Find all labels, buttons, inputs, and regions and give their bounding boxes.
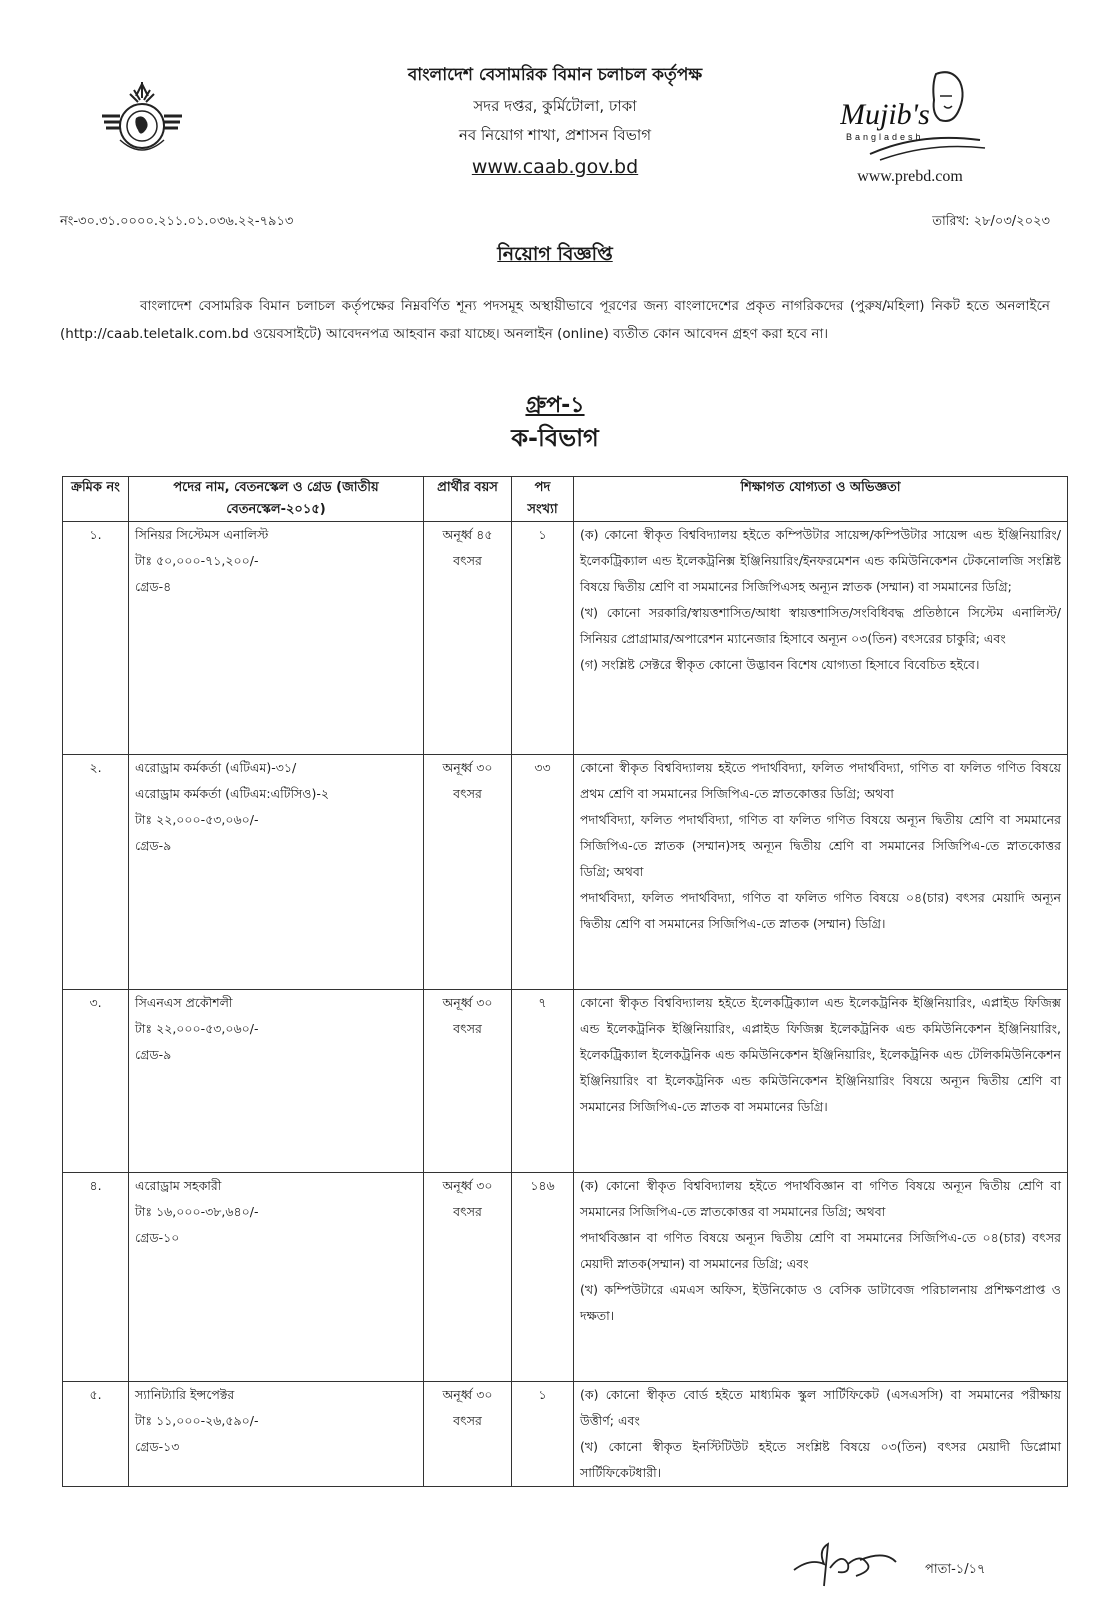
mujibs-logo-icon [840,62,990,167]
notice-date: তারিখ: ২৮/০৩/২০২৩ [932,214,1050,229]
row-serial: ৫. [63,1382,129,1487]
row-age: অনূর্ধ্ব ৩০ বৎসর [424,990,512,1173]
caab-emblem-logo [100,80,184,162]
row-post [129,755,424,990]
table-row [63,990,1068,1173]
qualification-item: (খ) কোনো স্বীকৃত ইনস্টিটিউট হইতে সংশ্লিষ্ট বিষয়ে ০৩(তিন) বৎসর মেয়াদী ডিপ্লোমা সার্টিফিকেটধারী। [580,1439,1061,1480]
row-count: ১ [512,1382,574,1487]
header-post: পদের নাম, বেতনস্কেল ও গ্রেড (জাতীয় বেতনস্কেল-২০১৫) [129,477,424,522]
row-serial: ২. [63,755,129,990]
row-qualification [574,1173,1068,1382]
row-post [129,1382,424,1487]
qualification-item: পদার্থবিদ্যা, ফলিত পদার্থবিদ্যা, গণিত বা ফলিত গণিত বিষয়ে অন্যূন দ্বিতীয় শ্রেণি বা সমমানের সিজিপিএ-তে স্নাতক (সম্মান)সহ অন্যূন দ্বিতীয় শ্রেণি বা সমমানের সিজিপিএ-তে স্নাতকোত্তর ডিগ্রি; অথবা [580,812,1061,879]
qualification-item: কোনো স্বীকৃত বিশ্ববিদ্যালয় হইতে পদার্থবিদ্যা, ফলিত পদার্থবিদ্যা, গণিত বা ফলিত গণিত বিষয়ে প্রথম শ্রেণি বা সমমানের সিজিপিএ-তে স্নাতকোত্তর ডিগ্রি; অথবা [580,760,1061,801]
memo-number: নং-৩০.৩১.০০০০.২১১.০১.০৩৬.২২-৭৯১৩ [60,214,294,229]
qualification-item: (গ) সংশ্লিষ্ট সেক্টরে স্বীকৃত কোনো উদ্ভাবন বিশেষ যোগ্যতা হিসাবে বিবেচিত হইবে। [580,657,980,672]
row-qualification [574,755,1068,990]
row-age: অনূর্ধ্ব ৩০ বৎসর [424,755,512,990]
section-title: ক-বিভাগ [511,424,599,452]
grade: গ্রেড-৪ [135,579,172,594]
row-qualification [574,1382,1068,1487]
qualification-item: (খ) কম্পিউটারে এমএস অফিস, ইউনিকোড ও বেসিক ডাটাবেজ পরিচালনায় প্রশিক্ষণপ্রাপ্ত ও দক্ষতা। [580,1282,1061,1323]
qualification-item: (খ) কোনো সরকারি/স্বায়ত্তশাসিত/আধা স্বায়ত্তশাসিত/সংবিধিবদ্ধ প্রতিষ্ঠানে সিস্টেম এনালিস্ট/সিনিয়র প্রোগ্রামার/অপারেশন ম্যানেজার হিসাবে অন্যূন ০৩(তিন) বৎসরের চাকুরি; এবং [580,605,1061,646]
department-line: নব নিয়োগ শাখা, প্রশাসন বিভাগ [458,126,652,144]
row-count: ১ [512,522,574,755]
pay-scale: টাঃ ২২,০০০-৫৩,০৬০/- [135,812,259,827]
organization-name: বাংলাদেশ বেসামরিক বিমান চলাচল কর্তৃপক্ষ [407,65,703,85]
post-name: এরোড্রাম সহকারী [135,1178,222,1193]
pay-scale: টাঃ ১১,০০০-২৬,৫৯০/- [135,1413,259,1428]
caab-emblem-icon [100,80,184,162]
post-name: এরোড্রাম কর্মকর্তা (এটিএম)-৩১/ [135,760,297,775]
address-line: সদর দপ্তর, কুর্মিটোলা, ঢাকা [473,97,637,115]
qualification-item: পদার্থবিদ্যা, ফলিত পদার্থবিদ্যা, গণিত বা ফলিত গণিত বিষয়ে ০৪(চার) বৎসর মেয়াদি অন্যূন দ্বিতীয় শ্রেণি বা সমমানের সিজিপিএ-তে স্নাতক (সম্মান) ডিগ্রি। [580,890,1061,931]
row-count: ৭ [512,990,574,1173]
row-count: ৩৩ [512,755,574,990]
table-row [63,522,1068,755]
row-age: অনূর্ধ্ব ৪৫ বৎসর [424,522,512,755]
mujibs-bangladesh-logo [840,62,990,167]
row-serial: ৩. [63,990,129,1173]
logo-subtext: Bangladesh [846,132,924,142]
table-header-row [63,477,1068,522]
qualification-item: (ক) কোনো স্বীকৃত বোর্ড হইতে মাধ্যমিক স্কুল সার্টিফিকেট (এসএসসি) বা সমমানের পরীক্ষায় উত্তীর্ণ; এবং [580,1387,1061,1428]
post-name-alt: এরোড্রাম কর্মকর্তা (এটিএম:এটিসিও)-২ [135,786,330,801]
table-row [63,755,1068,990]
row-age: অনূর্ধ্ব ৩০ বৎসর [424,1173,512,1382]
website-link[interactable]: www.caab.gov.bd [471,156,639,178]
row-qualification [574,990,1068,1173]
row-count: ১৪৬ [512,1173,574,1382]
pay-scale: টাঃ ২২,০০০-৫৩,০৬০/- [135,1021,259,1036]
row-post [129,1173,424,1382]
intro-paragraph: বাংলাদেশ বেসামরিক বিমান চলাচল কর্তৃপক্ষের নিম্নবর্ণিত শূন্য পদসমূহ অস্থায়ীভাবে পূরণের জন্য বাংলাদেশের প্রকৃত নাগরিকদের (পুরুষ/মহিলা) নিকট হতে অনলাইনে (http://caab.teletalk.com.bd ওয়েবসাইটে) আবেদনপত্র আহবান করা যাচ্ছে। অনলাইন (online) ব্যতীত কোন আবেদন গ্রহণ করা হবে না। [60,298,1050,342]
pay-scale: টাঃ ৫০,০০০-৭১,২০০/- [135,553,259,568]
qualification-item: পদার্থবিজ্ঞান বা গণিত বিষয়ে অন্যূন দ্বিতীয় শ্রেণি বা সমমানের সিজিপিএ-তে ০৪(চার) বৎসর মেয়াদী স্নাতক(সম্মান) বা সমমানের ডিগ্রি; এবং [580,1230,1061,1271]
header-serial: ক্রমিক নং [63,477,129,522]
row-post [129,990,424,1173]
grade: গ্রেড-৯ [135,1047,172,1062]
row-serial: ১. [63,522,129,755]
vacancy-table [62,476,1068,1487]
table-row [63,1173,1068,1382]
post-name: সিএনএস প্রকৌশলী [135,995,233,1010]
header-qualification: শিক্ষাগত যোগ্যতা ও অভিজ্ঞতা [574,477,1068,522]
header-age: প্রার্থীর বয়স [424,477,512,522]
notice-title: নিয়োগ বিজ্ঞপ্তি [497,243,613,265]
prebd-url[interactable]: www.prebd.com [857,168,963,185]
pay-scale: টাঃ ১৬,০০০-৩৮,৬৪০/- [135,1204,259,1219]
row-qualification [574,522,1068,755]
post-name: সিনিয়র সিস্টেমস এনালিস্ট [135,527,269,542]
post-name: স্যানিট্যারি ইন্সপেক্টর [135,1387,235,1402]
grade: গ্রেড-১০ [135,1230,180,1245]
row-age: অনূর্ধ্ব ৩০ বৎসর [424,1382,512,1487]
grade: গ্রেড-৯ [135,838,172,853]
table-row [63,1382,1068,1487]
page-number: পাতা-১/১৭ [925,1562,986,1577]
qualification-item: (ক) কোনো স্বীকৃত বিশ্ববিদ্যালয় হইতে পদার্থবিজ্ঞান বা গণিত বিষয়ে অন্যূন দ্বিতীয় শ্রেণি বা সমমানের সিজিপিএ-তে স্নাতকোত্তর বা সমমানের ডিগ্রি; অথবা [580,1178,1061,1219]
grade: গ্রেড-১৩ [135,1439,180,1454]
signature [790,1540,900,1590]
row-post [129,522,424,755]
signature-icon [790,1540,900,1590]
qualification-item: (ক) কোনো স্বীকৃত বিশ্ববিদ্যালয় হইতে কম্পিউটার সায়েন্স/কম্পিউটার সায়েন্স এন্ড ইঞ্জিনিয়ারিং/ইলেকট্রিক্যাল এন্ড ইলেকট্রনিক্স ইঞ্জিনিয়ারিং/ইনফরমেশন এন্ড কমিউনিকেশন টেকনোলজি সংশ্লিষ্ট বিষয়ে দ্বিতীয় শ্রেণি বা সমমানের সিজিপিএসহ অন্যূন স্নাতক (সম্মান) বা সমমানের ডিগ্রি; [580,527,1061,594]
group-title: গ্রুপ-১ [525,393,585,418]
header-count: পদ সংখ্যা [512,477,574,522]
row-serial: ৪. [63,1173,129,1382]
qualification-item: কোনো স্বীকৃত বিশ্ববিদ্যালয় হইতে ইলেকট্রিক্যাল এন্ড ইলেকট্রনিক ইঞ্জিনিয়ারিং, এপ্লাইড ফিজিক্স এন্ড ইলেকট্রনিক ইঞ্জিনিয়ারিং, এপ্লাইড ফিজিক্স ইলেকট্রনিক এন্ড কমিউনিকেশন ইঞ্জিনিয়ারিং, ইলেকট্রিক্যাল ইলেকট্রনিক এন্ড কমিউনিকেশন ইঞ্জিনিয়ারিং, ইলেকট্রনিক এন্ড টেলিকমিউনিকেশন ইঞ্জিনিয়ারিং বা ইলেকট্রনিক এন্ড কমিউনিকেশন ইঞ্জিনিয়ারিং বিষয়ে অন্যূন দ্বিতীয় শ্রেণি বা সমমানের সিজিপিএ-তে স্নাতক বা সমমানের ডিগ্রি। [580,995,1061,1114]
logo-text: Mujib's [840,98,930,131]
